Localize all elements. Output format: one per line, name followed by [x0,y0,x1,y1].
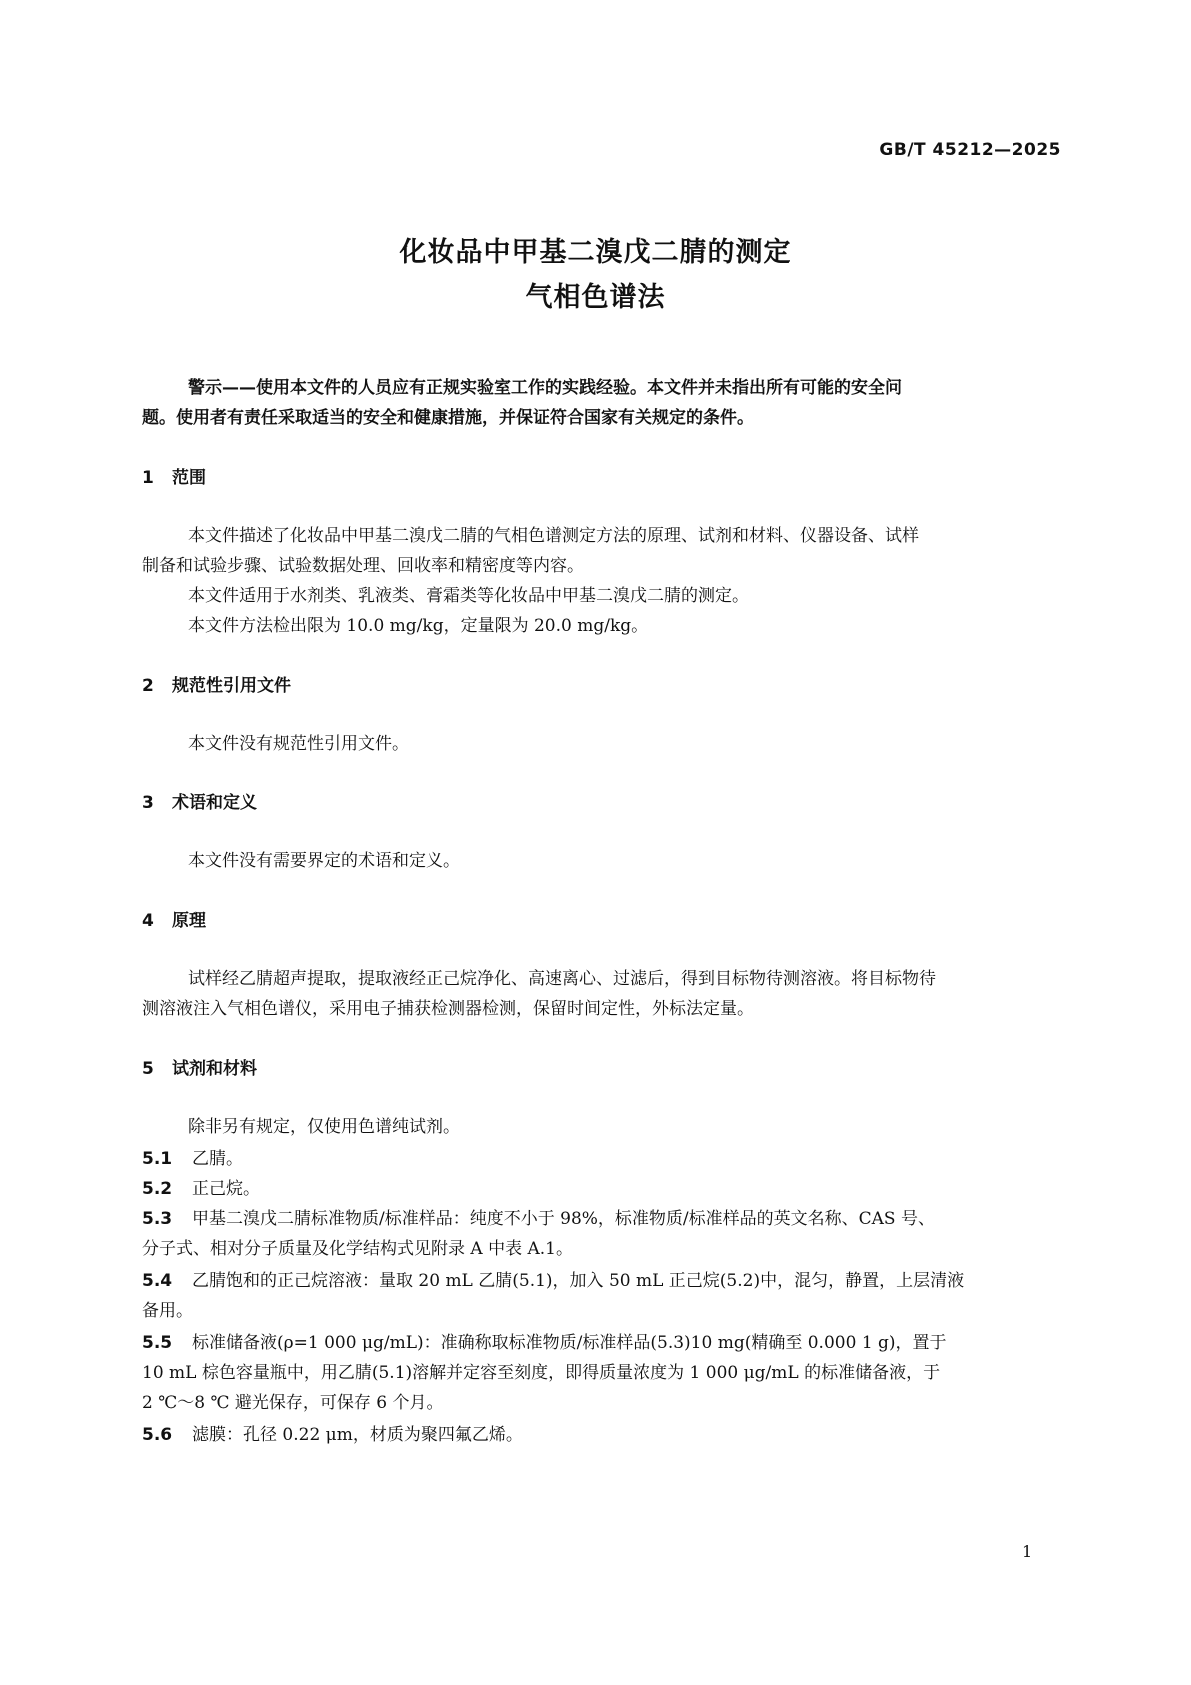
standard-code: GB/T 45212—2025 [879,140,1061,160]
page-number: 1 [1022,1542,1033,1561]
section-title: 原理 [172,911,206,931]
item-number: 5.2 [142,1179,173,1199]
item-text: 乙腈饱和的正己烷溶液：量取 20 mL 乙腈(5.1)，加入 50 mL 正己烷(5.2)中，混匀，静置，上层清液 [192,1271,965,1291]
warning-line-1: 警示——使用本文件的人员应有正规实验室工作的实践经验。本文件并未指出所有可能的安全问 [188,378,902,398]
paragraph: 本文件没有需要界定的术语和定义。 [188,851,460,871]
item-text-continued: 备用。 [142,1301,193,1321]
item-text: 乙腈。 [192,1149,243,1169]
paragraph: 本文件方法检出限为 10.0 mg/kg，定量限为 20.0 mg/kg。 [188,616,649,636]
section-2-heading [142,671,291,696]
section-title: 试剂和材料 [172,1059,257,1079]
section-number: 1 [142,468,154,488]
section-4-heading [142,906,206,931]
document-title: 化妆品中甲基二溴戊二腈的测定 [399,237,792,268]
list-item-5-6 [142,1420,523,1445]
section-5-heading [142,1054,257,1079]
section-title: 术语和定义 [172,793,257,813]
list-item-5-5 [142,1328,947,1353]
paragraph: 测溶液注入气相色谱仪，采用电子捕获检测器检测，保留时间定性，外标法定量。 [142,999,754,1019]
item-text-continued: 2 ℃～8 ℃ 避光保存，可保存 6 个月。 [142,1393,444,1413]
paragraph: 本文件没有规范性引用文件。 [188,734,409,754]
paragraph: 除非另有规定，仅使用色谱纯试剂。 [188,1117,460,1137]
item-text-continued: 10 mL 棕色容量瓶中，用乙腈(5.1)溶解并定容至刻度，即得质量浓度为 1 000 μg/mL 的标准储备液，于 [142,1363,941,1383]
item-number: 5.3 [142,1209,173,1229]
item-number: 5.4 [142,1271,173,1291]
item-number: 5.1 [142,1149,173,1169]
section-1-heading [142,463,206,488]
warning-line-2: 题。使用者有责任采取适当的安全和健康措施，并保证符合国家有关规定的条件。 [142,408,754,428]
list-item-5-1 [142,1144,243,1169]
item-text: 甲基二溴戊二腈标准物质/标准样品：纯度不小于 98%，标准物质/标准样品的英文名称、CAS 号、 [192,1209,935,1229]
list-item-5-2 [142,1174,260,1199]
list-item-5-4 [142,1266,964,1291]
paragraph: 试样经乙腈超声提取，提取液经正己烷净化、高速离心、过滤后，得到目标物待测溶液。将目标物待 [188,969,936,989]
section-number: 3 [142,793,154,813]
item-text: 标准储备液(ρ=1 000 μg/mL)：准确称取标准物质/标准样品(5.3)10 mg(精确至 0.000 1 g)，置于 [192,1333,947,1353]
section-title: 范围 [172,468,206,488]
list-item-5-3 [142,1204,935,1229]
section-number: 2 [142,676,154,696]
item-text: 滤膜：孔径 0.22 μm，材质为聚四氟乙烯。 [192,1425,523,1445]
document-subtitle: 气相色谱法 [525,282,666,313]
item-text: 正己烷。 [192,1179,260,1199]
item-number: 5.6 [142,1425,173,1445]
section-number: 4 [142,911,154,931]
paragraph: 本文件适用于水剂类、乳液类、膏霜类等化妆品中甲基二溴戊二腈的测定。 [188,586,749,606]
section-title: 规范性引用文件 [172,676,291,696]
paragraph: 本文件描述了化妆品中甲基二溴戊二腈的气相色谱测定方法的原理、试剂和材料、仪器设备、试样 [188,526,919,546]
section-3-heading [142,788,257,813]
item-number: 5.5 [142,1333,173,1353]
paragraph: 制备和试验步骤、试验数据处理、回收率和精密度等内容。 [142,556,584,576]
section-number: 5 [142,1059,154,1079]
item-text-continued: 分子式、相对分子质量及化学结构式见附录 A 中表 A.1。 [142,1239,573,1259]
